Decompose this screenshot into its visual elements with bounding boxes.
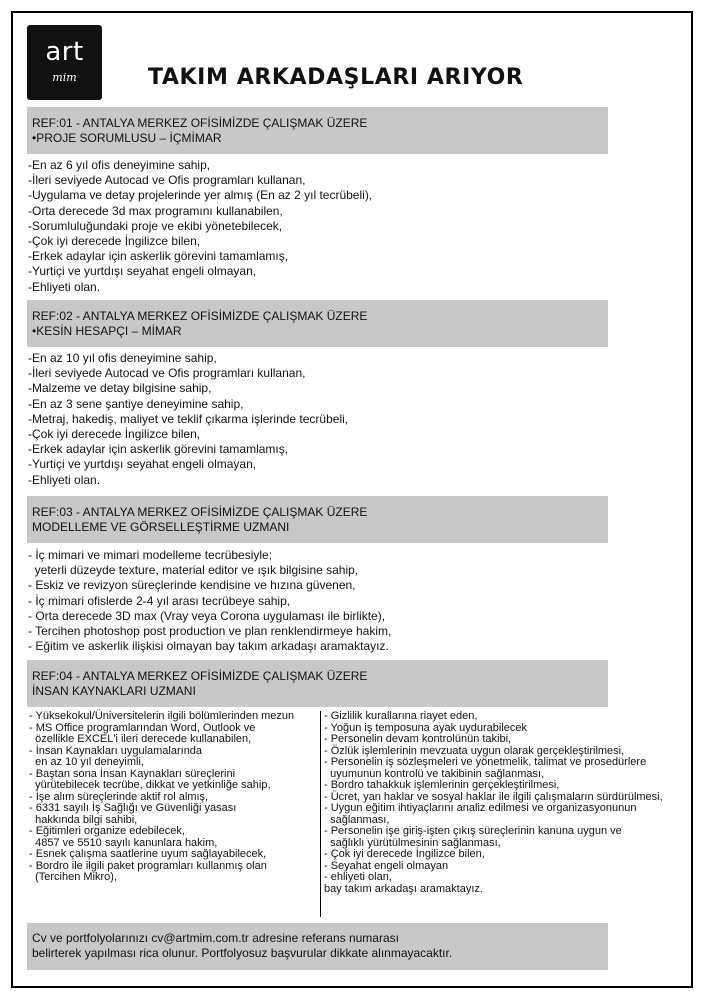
ref4-requirements [27, 711, 689, 917]
ref4-right-column [320, 711, 689, 917]
list-item: - Tercihen photoshop post production ve plan renklendirmeye hakim, [28, 624, 392, 639]
list-item: - Yüksekokul/Üniversitelerin ilgili bölümlerinden mezun [29, 710, 295, 722]
ref3-header [27, 496, 608, 543]
list-item: -İleri seviyede Autocad ve Ofis programları kullanan, [28, 173, 306, 188]
list-item: - İnsan Kaynakları uygulamalarında [29, 744, 203, 757]
ref1-requirements [28, 158, 608, 295]
list-item: -En az 6 yıl ofis deneyimine sahip, [28, 158, 211, 172]
list-item: -Ehliyeti olan. [28, 279, 101, 294]
list-item: 4857 ve 5510 sayılı kanunlara hakim, [29, 836, 218, 849]
logo [27, 25, 102, 100]
list-item: - Eskiz ve revizyon süreçlerinde kendisine ve hızına güvenen, [28, 578, 356, 593]
list-item: yürütebilecek tecrübe, dikkat ve yetkinliğe sahip, [29, 779, 271, 791]
logo-text: art [45, 37, 84, 67]
ref4-header-line2: İNSAN KAYNAKLARI UZMANI [32, 684, 196, 698]
list-item: özellikle EXCEL'i ileri derecede kullanabilen, [29, 733, 252, 745]
ref3-header-line2: MODELLEME VE GÖRSELLEŞTİRME UZMANI [32, 520, 290, 534]
list-item: -Ehliyeti olan. [28, 472, 101, 487]
list-item: (Tercihen Mikro), [29, 871, 118, 883]
list-item: - Orta derecede 3D max (Vray veya Corona uygulaması ile birlikte), [28, 608, 386, 623]
list-item: - İç mimari ve mimari modelleme tecrübesiyle; [28, 548, 273, 562]
application-note-line1: Cv ve portfolyolarınızı cv@artmim.com.tr adresine referans numarası [32, 931, 399, 945]
ref2-header-line1: REF:02 - ANTALYA MERKEZ OFİSİMİZDE ÇALIŞMAK ÜZERE [32, 309, 368, 323]
list-item: - Gizlilik kurallarına riayet eden, [324, 710, 478, 722]
ref2-header [27, 300, 608, 347]
list-item: - Personelin iş sözleşmeleri ve yönetmelik, talimat ve prosedürlere [324, 756, 647, 768]
ref3-requirements [28, 548, 608, 654]
logo-subtext: mim [52, 71, 77, 84]
ref4-left-column [29, 711, 319, 884]
list-item: - ehliyeti olan, [324, 871, 392, 883]
list-item: - MS Office programlarından Word, Outlook ve [29, 721, 256, 734]
list-item: -Erkek adaylar için askerlik görevini tamamlamış, [28, 442, 289, 457]
list-item: -Yurtiçi ve yurtdışı seyahat engeli olmayan, [28, 264, 257, 279]
list-item: -Orta derecede 3d max programını kullanabilen, [28, 203, 283, 218]
list-item: en az 10 yıl deneyimli, [29, 756, 144, 768]
list-item: -En az 10 yıl ofis deneyimine sahip, [28, 351, 217, 365]
ref1-header-line2: •PROJE SORUMLUSU – İÇMİMAR [32, 131, 222, 145]
ref2-header-line2: •KESİN HESAPÇI – MİMAR [32, 324, 182, 338]
list-item: - Özlük işlemlerinin mevzuata uygun olarak gerçekleştirilmesi, [324, 744, 625, 757]
ref1-header [27, 107, 608, 154]
ref2-requirements [28, 351, 608, 488]
list-item: - 6331 sayılı İş Sağlığı ve Güvenliği yasası [29, 802, 237, 814]
list-item: -İleri seviyede Autocad ve Ofis programları kullanan, [28, 366, 306, 381]
list-item: - İç mimari ofislerde 2-4 yıl arası tecrübeye sahip, [28, 593, 291, 608]
list-item: - Uygun eğitim ihtiyaçlarını analiz edilmesi ve organizasyonunun [324, 802, 637, 814]
list-item: bay takım arkadaşı aramaktayız. [324, 882, 483, 895]
application-note [27, 923, 608, 970]
list-item: -Erkek adaylar için askerlik görevini tamamlamış, [28, 249, 289, 264]
ref4-header [27, 660, 608, 707]
ref4-header-line1: REF:04 - ANTALYA MERKEZ OFİSİMİZDE ÇALIŞMAK ÜZERE [32, 669, 368, 683]
list-item: - Personelin işe giriş-işten çıkış süreçlerinin kanuna uygun ve [324, 825, 622, 837]
ref1-header-line1: REF:01 - ANTALYA MERKEZ OFİSİMİZDE ÇALIŞMAK ÜZERE [32, 116, 368, 130]
list-item: -Uygulama ve detay projelerinde yer almış (En az 2 yıl tecrübeli), [28, 188, 373, 203]
list-item: - Eğitim ve askerlik ilişkisi olmayan bay takım arkadaşı aramaktayız. [28, 639, 389, 654]
list-item: - Seyahat engeli olmayan [324, 859, 449, 872]
list-item: - Bordro ile ilgili paket programları kullanmış olan [29, 859, 267, 872]
list-item: - Bordro tahakkuk işlemlerinin gerçekleştirilmesi, [324, 779, 560, 791]
list-item: uyumunun kontrolü ve takibinin sağlanması, [324, 767, 545, 780]
page-title: TAKIM ARKADAŞLARI ARIYOR [148, 65, 524, 90]
list-item: yeterli düzeyde texture, material editor ve ışık bilgisine sahip, [28, 563, 359, 578]
list-item: -Metraj, hakediş, maliyet ve teklif çıkarma işlerinde tecrübeli, [28, 411, 349, 426]
application-note-line2: belirterek yapılması rica olunur. Portfolyosuz başvurular dikkate alınmayacaktır. [32, 946, 453, 960]
list-item: sağlanması, [324, 813, 390, 826]
list-item: -Sorumluluğundaki proje ve ekibi yönetebilecek, [28, 218, 283, 233]
list-item: -Çok iyi derecede İngilizce bilen, [28, 427, 201, 442]
list-item: -En az 3 sene şantiye deneyimine sahip, [28, 396, 244, 411]
list-item: -Yurtiçi ve yurtdışı seyahat engeli olmayan, [28, 457, 257, 472]
list-item: -Çok iyi derecede İngilizce bilen, [28, 234, 201, 249]
ref3-header-line1: REF:03 - ANTALYA MERKEZ OFİSİMİZDE ÇALIŞMAK ÜZERE [32, 505, 368, 519]
list-item: - Eğitimleri organize edebilecek, [29, 825, 185, 837]
list-item: - İşe alım süreçlerinde aktif rol almış, [29, 790, 209, 803]
list-item: hakkında bilgi sahibi, [29, 813, 138, 826]
list-item: - Baştan sona İnsan Kaynakları süreçlerini [29, 767, 236, 780]
list-item: sağlıklı yürütülmesinin sağlanması, [324, 836, 501, 849]
list-item: - Ücret, yan haklar ve sosyal haklar ile ilgili çalışmaların sürdürülmesi, [324, 790, 663, 803]
list-item: -Malzeme ve detay bilgisine sahip, [28, 381, 212, 396]
list-item: - Esnek çalışma saatlerine uyum sağlayabilecek, [29, 848, 267, 860]
list-item: - Yoğun iş temposuna ayak uydurabilecek [324, 721, 528, 734]
list-item: - Personelin devam kontrolünün takibi, [324, 733, 512, 745]
list-item: - Çok iyi derecede İngilizce bilen, [324, 848, 485, 860]
